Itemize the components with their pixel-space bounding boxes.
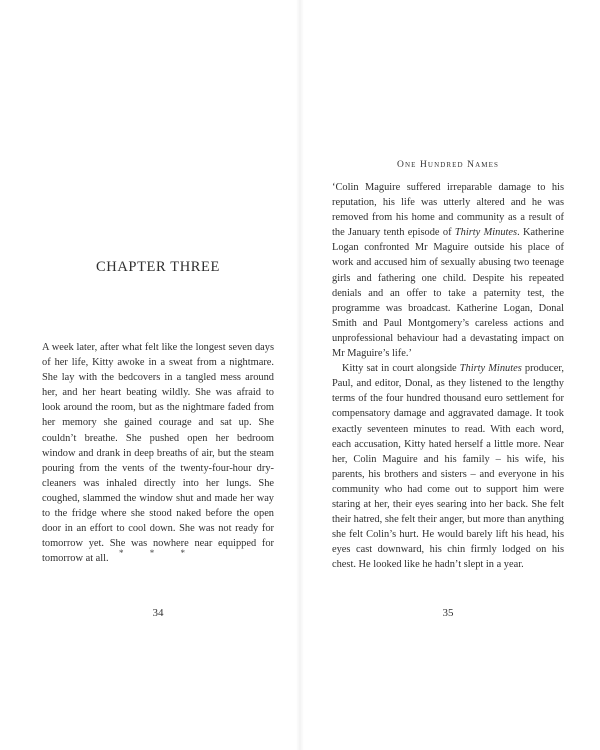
chapter-title: CHAPTER THREE: [96, 259, 220, 275]
text-span: ‘Colin Maguire suffered irreparable damage to his reputation, his life was utterly altered and he was removed from his home and community as a result of the January tenth episode of: [332, 182, 564, 239]
paragraph: [332, 361, 564, 572]
text-span: Kitty sat in court alongside: [342, 363, 460, 375]
show-title: Thirty Minutes: [459, 363, 522, 375]
text-span: producer, Paul, and editor, Donal, as they listened to the lengthy terms of the four hundred thousand euro settlement for compensatory damage and aggravated damage. It took exactly seventeen minutes to read. With each word, each accusation, Kitty hated herself a little more. Near her, Colin Maguire and his family – his wife, his parents, his brothers and sisters – and everyone in his community who had come out to support him were staring at her, their eyes searing into her back. She felt their hatred, she felt their anger, but more than anything she felt Colin’s hurt. He would barely lift his head, his eyes cast downward, his chin firmly lodged on his chest. He looked like he hadn’t slept in a year.: [332, 363, 564, 571]
text-span: . Katherine Logan confronted Mr Maguire outside his place of work and accused him of sexually abusing two teenage girls and fathering one child. Despite his repeated denials and an offer to take a paternity test, the programme was broadcast. Katherine Logan, Donal Smith and Paul Montgomery’s careless actions and unprofessional behaviour had a devastating impact on Mr Maguire’s life.’: [332, 227, 564, 360]
section-break: * * *: [119, 548, 197, 558]
right-page: [300, 0, 600, 750]
page-number: 35: [442, 607, 454, 619]
paragraph: [332, 180, 564, 361]
page-number: 34: [152, 607, 164, 619]
body-text: [42, 340, 274, 566]
show-title: Thirty Minutes: [454, 227, 518, 239]
body-text: [332, 180, 564, 572]
running-head: One Hundred Names: [397, 160, 499, 170]
paragraph: A week later, after what felt like the longest seven days of her life, Kitty awoke in a sweat from a nightmare. She lay with the bedcovers in a tangled mess around her, and her heart beating wildly. She was afraid to look around the room, but as the nightmare faded from her memory she gained courage and sat up. She couldn’t breathe. She pushed open her bedroom window and drank in deep breaths of air, but the steam pouring from the vents of the twenty-four-hour dry-cleaners was inhaled directly into her lungs. She coughed, slammed the window shut and made her way to the fridge where she stood naked before the open door in an effort to cool down. She was not ready for tomorrow yet. She was nowhere near equipped for tomorrow at all.: [42, 342, 274, 565]
